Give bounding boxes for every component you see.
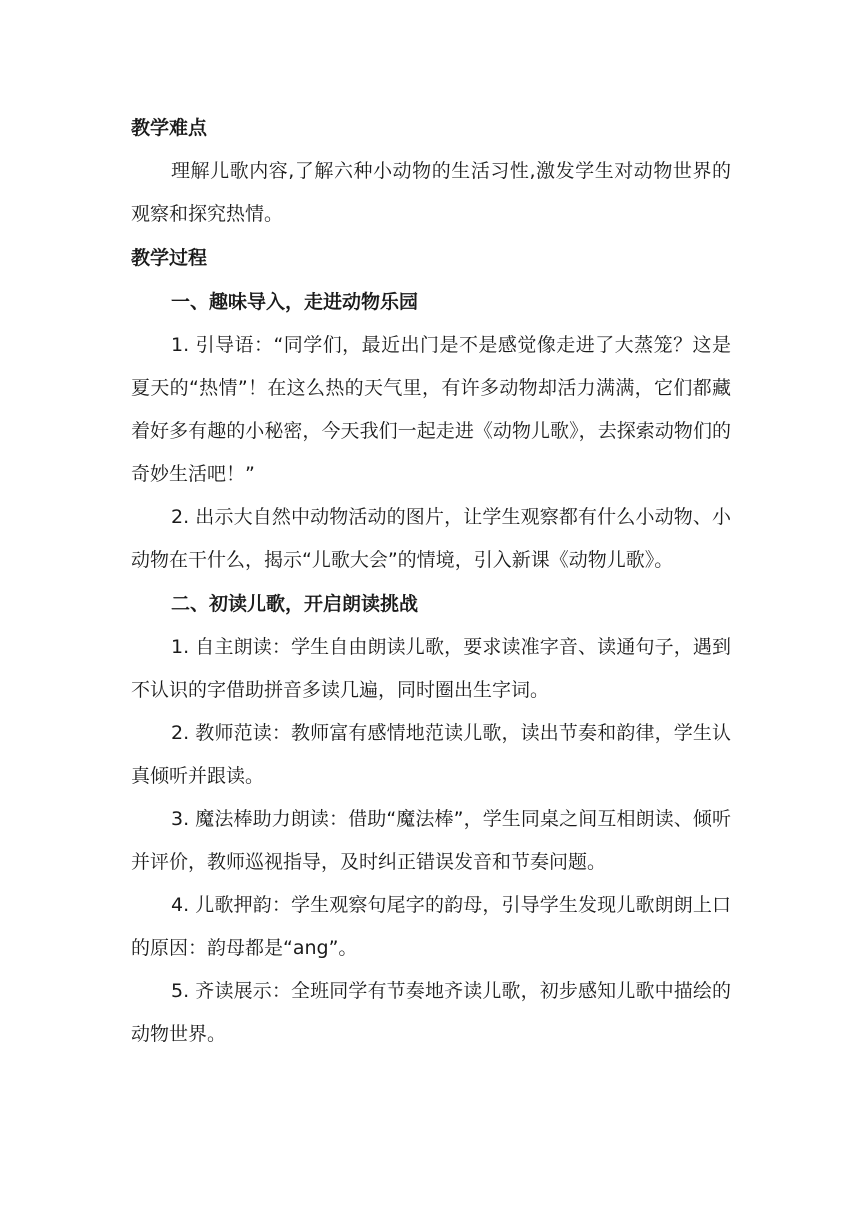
list-item: 1. 引导语：“同学们，最近出门是不是感觉像走进了大蒸笼？这是夏天的“热情”！在这么热的天气里，有许多动物却活力满满，它们都藏着好多有趣的小秘密，今天我们一起走进《动物儿歌》，去探索动物们的奇妙生活吧！” [131,334,731,485]
list-item: 2. 教师范读：教师富有感情地范读儿歌，读出节奏和韵律，学生认真倾听并跟读。 [131,722,731,787]
document-page [131,106,731,1056]
list-item: 3. 魔法棒助力朗读：借助“魔法棒”，学生同桌之间互相朗读、倾听并评价，教师巡视指导，及时纠正错误发音和节奏问题。 [131,808,731,873]
section-heading-difficulties: 教学难点 [131,117,208,139]
part-title-intro: 一、趣味导入，走进动物乐园 [171,291,419,313]
list-item: 4. 儿歌押韵：学生观察句尾字的韵母，引导学生发现儿歌朗朗上口的原因：韵母都是“ang”。 [131,894,731,959]
list-item: 5. 齐读展示：全班同学有节奏地齐读儿歌，初步感知儿歌中描绘的动物世界。 [131,980,731,1045]
part-title-first-reading: 二、初读儿歌，开启朗读挑战 [171,593,419,615]
list-item: 1. 自主朗读：学生自由朗读儿歌，要求读准字音、读通句子，遇到不认识的字借助拼音多读几遍，同时圈出生字词。 [131,636,731,701]
list-item: 2. 出示大自然中动物活动的图片，让学生观察都有什么小动物、小动物在干什么，揭示“儿歌大会”的情境，引入新课《动物儿歌》。 [131,506,731,571]
section-heading-process: 教学过程 [131,247,208,269]
paragraph-difficulties: 理解儿歌内容,了解六种小动物的生活习性,激发学生对动物世界的观察和探究热情。 [131,160,731,225]
